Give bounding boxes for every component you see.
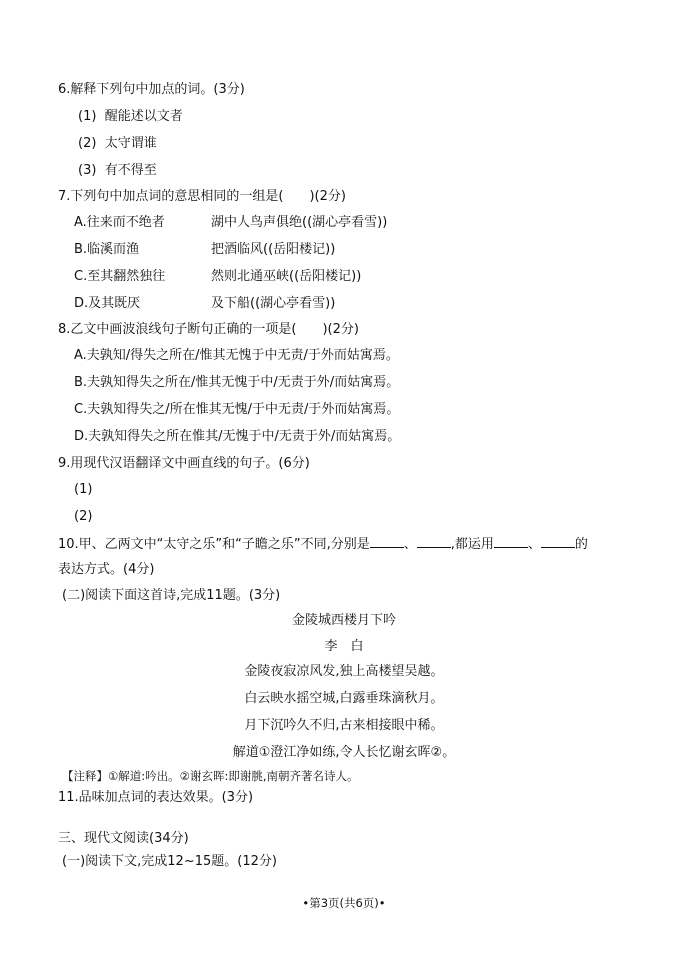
- q10-text: 10.甲、乙两文中“太守之乐”和“子瞻之乐”不同,分别是: [58, 537, 370, 552]
- q7-option-d: [74, 295, 335, 313]
- q11-title: 11.品味加点词的表达效果。(3分): [58, 790, 254, 805]
- section-2-heading: (二)阅读下面这首诗,完成11题。(3分): [62, 588, 281, 603]
- q6-item-num: (1): [78, 109, 97, 124]
- q8-option-b: B.夫孰知得失之所在/惟其无愧于中/无责于外/而姑寓焉。: [74, 375, 400, 390]
- poem-author: 李 白: [324, 639, 364, 654]
- poem-line: 月下沉吟久不归,古来相接眼中稀。: [244, 718, 444, 733]
- q9-item-1: (1): [74, 482, 93, 497]
- q6-item-num: (2): [78, 136, 97, 151]
- answer-blank[interactable]: [417, 535, 451, 548]
- section-3-sub-heading: (一)阅读下文,完成12~15题。(12分): [62, 854, 277, 869]
- answer-blank[interactable]: [370, 535, 404, 548]
- poem-line: 解道①澄江净如练,令人长忆谢玄晖②。: [232, 745, 456, 760]
- poem-line: 金陵夜寂凉风发,独上高楼望吴越。: [244, 664, 444, 679]
- q7-option-compare: 然则北通巫峡((岳阳楼记)): [211, 269, 362, 284]
- q6-item-2: [78, 135, 157, 153]
- q7-option-b: [74, 241, 335, 259]
- q7-option-compare: 及下船((湖心亭看雪)): [211, 296, 336, 311]
- q6-title: 6.解释下列句中加点的词。(3分): [58, 82, 245, 97]
- q7-option-text: C.至其翻然独往: [74, 269, 166, 284]
- poem-title: 金陵城西楼月下吟: [291, 613, 396, 628]
- poem-line: 白云映水摇空城,白露垂珠滴秋月。: [244, 691, 444, 706]
- q9-title: 9.用现代汉语翻译文中画直线的句子。(6分): [58, 456, 310, 471]
- q8-option-d: D.夫孰知得失之所在惟其/无愧于中/无责于外/而姑寓焉。: [74, 429, 401, 444]
- q7-option-text: A.往来而不绝者: [74, 215, 165, 230]
- q6-item-1: [78, 108, 183, 126]
- q7-option-c: [74, 268, 361, 286]
- answer-blank[interactable]: [494, 535, 528, 548]
- page-footer: •第3页(共6页)•: [302, 896, 386, 910]
- q7-option-compare: 把酒临风((岳阳楼记)): [211, 242, 336, 257]
- q10-sep: 、: [527, 537, 541, 552]
- q8-option-a: A.夫孰知/得失之所在/惟其无愧于中无责/于外而姑寓焉。: [74, 348, 399, 363]
- q7-option-a: [74, 214, 387, 232]
- q6-item-num: (3): [78, 163, 97, 178]
- section-3-heading: 三、现代文阅读(34分): [58, 831, 189, 846]
- q7-title: 7.下列句中加点词的意思相同的一组是( )(2分): [58, 189, 346, 204]
- q10-line-2: 表达方式。(4分): [58, 562, 155, 577]
- q10-text: ,都运用: [450, 537, 494, 552]
- q10-text: 的: [574, 537, 588, 552]
- q6-item-text: 太守谓谁: [104, 136, 157, 151]
- q6-item-text: 有不得至: [104, 163, 157, 178]
- q7-option-text: B.临溪而渔: [74, 242, 140, 257]
- q8-option-c: C.夫孰知得失之/所在惟其无愧/于中无责/于外而姑寓焉。: [74, 402, 400, 417]
- q8-title: 8.乙文中画波浪线句子断句正确的一项是( )(2分): [58, 322, 359, 337]
- poem-annotation: 【注释】①解道:吟出。②谢玄晖:即谢朓,南朝齐著名诗人。: [62, 769, 359, 783]
- q7-option-compare: 湖中人鸟声俱绝((湖心亭看雪)): [211, 215, 388, 230]
- q9-item-2: (2): [74, 509, 93, 524]
- q10-line-1: [58, 535, 588, 554]
- answer-blank[interactable]: [541, 535, 575, 548]
- q7-option-text: D.及其既厌: [74, 296, 141, 311]
- q10-sep: 、: [403, 537, 417, 552]
- q6-item-text: 醒能述以文者: [104, 109, 183, 124]
- q6-item-3: [78, 162, 157, 180]
